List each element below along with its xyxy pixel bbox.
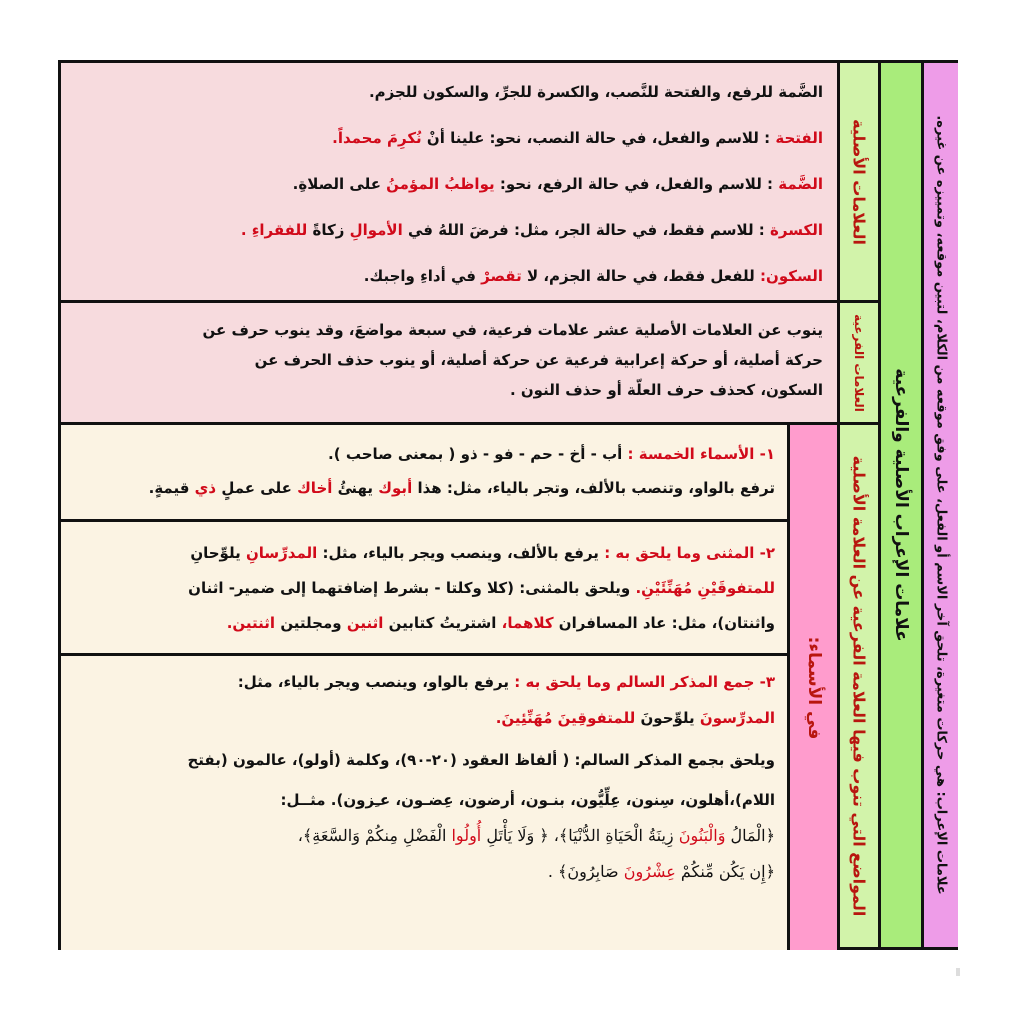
corner-mark [956,968,960,976]
five-nouns-mid: يهنئُ [337,479,374,497]
original-label: العلامات الأصلية [849,118,869,245]
dual-line-1 [75,536,775,571]
plural-line-1 [75,664,775,700]
damma-term: الضَّمة [778,175,823,193]
fatha-line [77,115,823,161]
verse-1e: الْفَضْلِ مِنكُمْ وَالسَّعَةِ﴾، [297,826,447,845]
dual-text-3: واثنتان)، مثل: عاد المسافران [558,614,775,632]
dual-ex2: للمتفوقَيْنِ مُهَنِّئَيْنِ. [635,579,775,597]
places-label-cell [840,422,878,947]
dual-line-3 [75,606,775,641]
five-nouns-title: ١- الأسماء الخمسة : [627,445,775,463]
definition-column [921,63,958,947]
plural-ex2: للمتفوقِينَ مُهَنِّئِينَ. [495,709,636,727]
five-nouns-tail: قيمةٍ. [148,479,190,497]
sukun-example: تقصرْ [481,267,522,285]
kasra-mid: زكاةً [312,221,345,239]
fatha-example: نُكرِمَ محمداً. [332,129,422,147]
dual-ex3: كلاهما، [501,614,554,632]
kasra-example-2: للفقراءِ . [240,221,308,239]
fatha-term: الفتحة [775,129,823,147]
dual-text-2: ويلحق بالمثنى: (كلا وكلتا - بشرط إضافتهما إلى ضمير- اثنان [188,579,631,597]
verse-2a: ﴿إِن يَكُن مِّنكُمْ [680,862,775,881]
dual-ex1: المدرِّسانِ [245,544,318,562]
title-column [878,63,921,947]
original-line-1: الضَّمة للرفع، والفتحة للنَّصب، والكسرة للجرِّ، والسكون للجزم. [368,83,823,101]
verse-line-1 [75,818,775,854]
sukun-line [77,253,823,299]
branch-marks-cell [61,300,837,422]
verse-1b: وَالْبَنُونَ [678,826,726,845]
grammar-table [58,60,958,950]
damma-text: : للاسم والفعل، في حالة الرفع، نحو: [499,175,774,193]
dual-ex4: اثنين [346,614,384,632]
dual-text-3b: اشتريتُ كتابين [388,614,497,632]
five-nouns-line [75,437,775,471]
verse-1c: زِينَةُ الْحَيَاةِ الدُّنْيَا﴾، ﴿ وَلَا يَأْتَلِ [486,826,674,845]
verse-2b: عِشْرُونَ [623,862,676,881]
verse-1d: أُولُوا [451,826,482,845]
plural-text-1: يرفع بالواو، وينصب ويجر بالياء، مثل: [237,673,510,691]
plural-text-2: يلوِّحونَ [640,709,695,727]
damma-line [77,161,823,207]
branch-line-1: ينوب عن العلامات الأصلية عشر علامات فرعية، في سبعة مواضعَ، وقد ينوب حرف عن [202,321,823,339]
plural-line-2 [75,700,775,736]
verse-2c: صَابِرُونَ﴾ . [547,862,619,881]
verse-line-2 [75,854,775,890]
kasra-line [77,207,823,253]
places-label: المواضع التي تنوب فيها العلامة الفرعية عن العلامة الأصلية [849,455,869,917]
five-nouns-rule-text: ترفع بالواو، وتنصب بالألف، وتجر بالياء، مثل: هذا [417,479,775,497]
plural-line-3: ويلحق بجمع المذكر السالم: ( ألفاظ العقود (٢٠-٩٠)، وكلمة (أولو)، عالمون (بفتح [187,751,775,769]
sukun-term: السكون: [760,267,823,285]
kasra-text: : للاسم فقط، في حالة الجر، مثل: فرضَ اللهُ في [407,221,765,239]
branch-line-2: حركة أصلية، أو حركة إعرابية فرعية عن حركة أصلية، أو ينوب حذف الحرف عن [254,351,823,369]
five-nouns-rule [75,471,775,505]
sub-labels-column [837,63,878,947]
original-label-cell [840,63,878,300]
five-nouns-ex3: ذي [194,479,217,497]
damma-example: يواظبُ المؤمنُ [386,175,495,193]
dual-text-1: يرفع بالألف، وينصب ويجر بالياء، مثل: [322,544,599,562]
branch-label-cell [840,300,878,422]
plural-line-4: اللام)،أهلون، سِنون، عِلِّيُّون، بنـون، أرضون، عِضـون، عـِزون). مثــل: [280,791,775,809]
five-nouns-section [61,422,787,519]
five-nouns-list: أب - أخ - حم - فو - ذو ( بمعنى صاحب ). [328,445,623,463]
verse-1a: ﴿الْمَالُ [730,826,775,845]
dual-line-2 [75,571,775,606]
kasra-term: الكسرة [770,221,823,239]
in-nouns-label: في الأسماء: [803,636,824,739]
dual-section [61,519,787,653]
in-nouns-column [787,422,837,950]
branch-label: العلامات الفرعية [852,313,866,412]
plural-title: ٣- جمع المذكر السالم وما يلحق به : [514,673,775,691]
dual-ex5: اثنتين. [226,614,276,632]
dual-text-3c: ومجلتين [280,614,342,632]
fatha-text: : للاسم والفعل، في حالة النصب، نحو: علينا أنْ [426,129,771,147]
branch-line-3: السكون، كحذف حرف العلّة أو حذف النون . [509,381,823,399]
damma-tail: على الصلاةِ. [292,175,381,193]
five-nouns-ex1: أبوك [378,479,413,497]
kasra-example: الأموالِ [349,221,403,239]
five-nouns-ex2: أخاك [297,479,333,497]
definition-text: علامات الإعراب: هي حركات متغيرة، تلحق آخر الاسم أو الفعل، على وفق موقعه من الكلام، لتبين موقعه، وتمييزه عن غيره. [933,115,949,895]
dual-text-1b: يلوِّحانِ [190,544,241,562]
sukun-tail: في أداءِ واجبك. [363,267,476,285]
sukun-text: للفعل فقط، في حالة الجزم، لا [526,267,755,285]
original-marks-cell [61,63,837,300]
plural-section [61,653,787,950]
plural-ex1: المدرِّسونَ [699,709,775,727]
main-title: علامات الإعراب الأصلية والفرعية [891,368,911,642]
five-nouns-mid2: على عملٍ [221,479,292,497]
dual-title: ٢- المثنى وما يلحق به : [604,544,775,562]
